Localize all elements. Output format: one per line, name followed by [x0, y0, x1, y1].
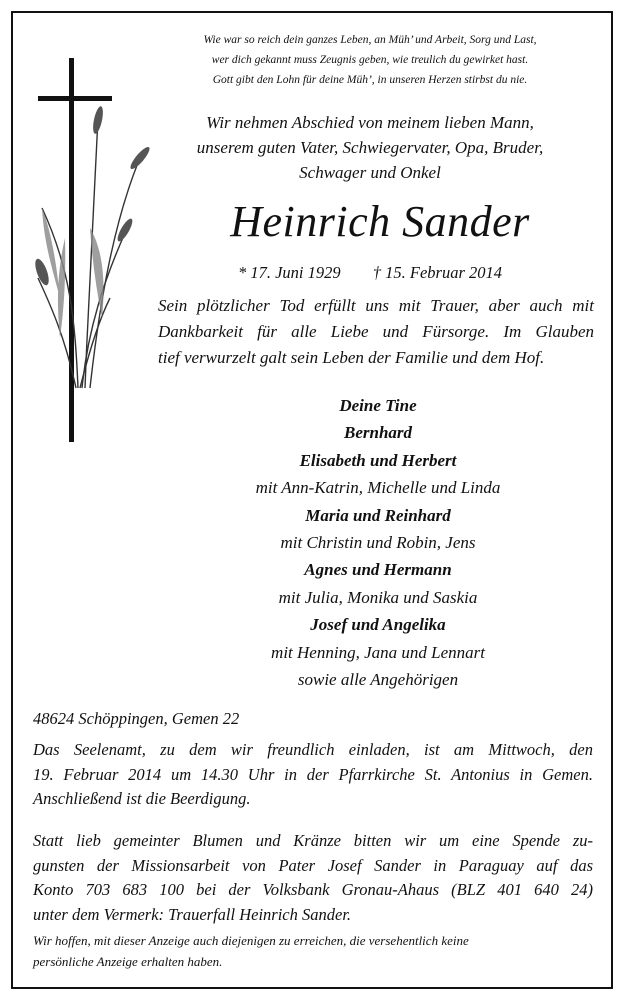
- intro-line: unserem guten Vater, Schwiegervater, Opa, Bruder,: [196, 138, 544, 157]
- message-line: Dankbarkeit für alle Liebe und Fürsorge. Im Glauben: [158, 322, 594, 341]
- intro-line: Wir nehmen Abschied von meinem lieben Mann,: [206, 113, 534, 132]
- motto-verse: [150, 30, 590, 90]
- farewell-intro: [150, 110, 590, 185]
- closing-note: [33, 930, 593, 972]
- mourners-list: [150, 392, 606, 693]
- cross-with-wheat-icon: [30, 58, 150, 448]
- motto-line: Gott gibt den Lohn für deine Müh’, in unseren Herzen stirbst du nie.: [212, 74, 528, 86]
- donation-line: unter dem Vermerk: Trauerfall Heinrich Sander.: [33, 904, 352, 924]
- donation-line: gunsten der Missionsarbeit von Pater Josef Sander in Paraguay auf das: [33, 855, 593, 875]
- funeral-notice: [33, 738, 593, 812]
- mourner-children: mit Ann-Katrin, Michelle und Linda: [255, 478, 501, 498]
- intro-line: Schwager und Onkel: [299, 163, 441, 182]
- mourner-name: Agnes und Hermann: [304, 560, 452, 580]
- mourner-children: mit Julia, Monika und Saskia: [278, 587, 478, 607]
- mourner-children: mit Christin und Robin, Jens: [280, 533, 476, 553]
- funeral-line: Anschließend ist die Beerdigung.: [33, 789, 251, 808]
- message-line: Sein plötzlicher Tod erfüllt uns mit Trauer, aber auch mit: [158, 296, 594, 315]
- deceased-name: Heinrich Sander: [230, 197, 530, 246]
- donation-line: Konto 703 683 100 bei der Volksbank Gronau-Ahaus (BLZ 401 640 24): [33, 880, 593, 899]
- motto-line: wer dich gekannt muss Zeugnis geben, wie treulich du gewirket hast.: [211, 54, 529, 66]
- donation-notice: [33, 829, 593, 927]
- mourner-relatives: sowie alle Angehörigen: [297, 670, 459, 690]
- mourner-name: Maria und Reinhard: [305, 505, 451, 525]
- mourner-name: Bernhard: [343, 423, 413, 443]
- closing-line: persönliche Anzeige erhalten haben.: [33, 954, 223, 969]
- family-address: 48624 Schöppingen, Gemen 22: [33, 709, 240, 728]
- funeral-line: Das Seelenamt, zu dem wir freundlich einladen, ist am Mittwoch, den: [33, 740, 593, 759]
- mourner-name: Elisabeth und Herbert: [299, 450, 457, 470]
- mourner-name: Josef und Angelika: [310, 615, 446, 635]
- birth-date: * 17. Juni 1929: [237, 263, 341, 282]
- mourner-name: Deine Tine: [339, 396, 417, 415]
- funeral-line: 19. Februar 2014 um 14.30 Uhr in der Pfarrkirche St. Antonius in Gemen.: [33, 764, 593, 784]
- memorial-message: [158, 293, 594, 371]
- message-line: tief verwurzelt galt sein Leben der Familie und dem Hof.: [158, 348, 545, 367]
- life-dates: [150, 262, 590, 284]
- donation-line: Statt lieb gemeinter Blumen und Kränze bitten wir um eine Spende zu-: [33, 831, 593, 850]
- death-date: † 15. Februar 2014: [372, 263, 503, 282]
- mourner-children: mit Henning, Jana und Lennart: [271, 642, 485, 662]
- motto-line: Wie war so reich dein ganzes Leben, an Müh’ und Arbeit, Sorg und Last,: [203, 34, 537, 46]
- closing-line: Wir hoffen, mit dieser Anzeige auch diejenigen zu erreichen, die versehentlich keine: [33, 933, 469, 948]
